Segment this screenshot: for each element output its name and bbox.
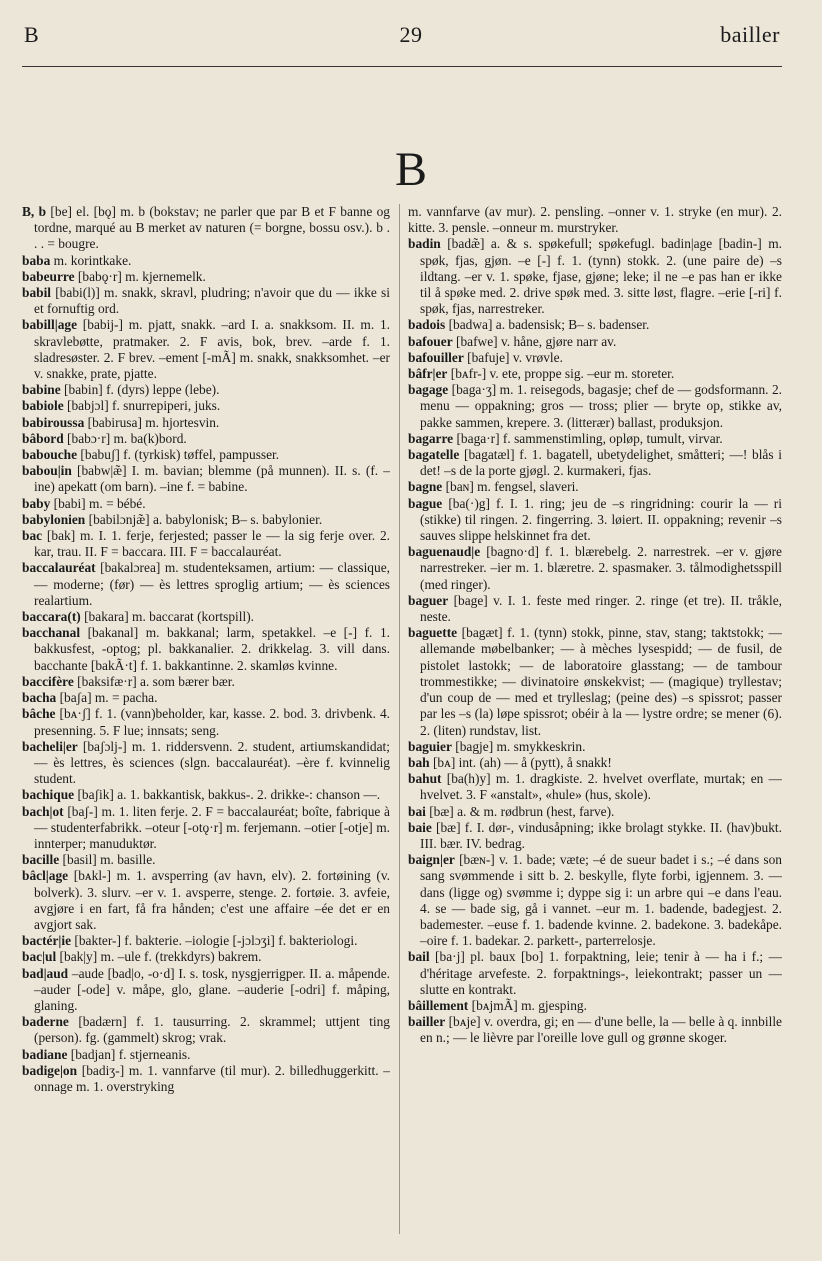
dictionary-entry [22,1047,390,1063]
dictionary-entry [408,382,782,431]
dictionary-entry [408,204,782,236]
entry-definition: [bakara] m. baccarat (kortspill). [80,609,254,625]
dictionary-entry [408,496,782,545]
entry-definition: [babij-] m. pjatt, snakk. –ard I. a. snakksom. II. m. 1. skravlebøtte, pratmaker. 2. F avis, bok, brev. –arde f. 1. sladresøster. 2. F brev. –ement [-mÃ] m. snakk, snakksomhet. –er v. snakke, prate, pjatte. [34,317,390,382]
entry-headword: bâfr|er [408,366,448,382]
dictionary-entry [22,398,390,414]
dictionary-entry [22,609,390,625]
entry-headword: bagatelle [408,447,460,463]
entry-definition: [bæɴ-] v. 1. bade; væte; –é de sueur badet i s.; –é dans son sang svømmende i sitt b. 2. beskylle, flyte forbi, igjennem. 3. — dans (ligge og) svømme i; dyppe sig i: un arbre qui –e dans l'eau. 4. se — bade sig, gå i vannet. –eur m. 1. badende, badegjest. 2. bademester. –euse f. 1. badende kvinne. 2. badekone. 3. badekåpe. –oire f. 1. badekar. 2. parkett-, parterrelosje. [420,852,782,949]
entry-definition: [babin] f. (dyrs) leppe (lebe). [60,382,220,398]
entry-headword: babiroussa [22,414,85,430]
dictionary-entry [22,285,390,317]
entry-definition: [babuʃ] f. (tyrkisk) tøffel, pampusser. [77,447,280,463]
entry-headword: bacha [22,690,57,706]
dictionary-entry [22,253,390,269]
entry-definition: [be] el. [bǫ] m. b (bokstav; ne parler que par B et F banne og tordne, marqué au B merket av naturen (= borgne, bossu osv.). b . . . = bougre. [34,204,390,252]
entry-definition: [bagno·d] f. 1. blærebelg. 2. narrestrek. –er v. gjøre narrestreker. –ier m. 1. blæretre. 2. spasmaker. 3. tålmodighetsspill (med ringer). [420,544,782,592]
entry-headword: baie [408,819,432,835]
entry-headword: badin [408,236,441,252]
dictionary-entry [408,593,782,625]
entry-headword: bagage [408,382,449,398]
entry-definition: [bak|y] m. –ule f. (trekkdyrs) bakrem. [56,949,262,965]
entry-definition: [bæ] f. I. dør-, vindusåpning; ikke brolagt stykke. II. (hav)bukt. III. bær. IV. bedrag. [420,819,782,851]
entry-headword: bach|ot [22,803,64,819]
entry-headword: badiane [22,1046,68,1062]
entry-definition: [basil] m. basille. [59,852,156,868]
entry-definition: [bagæt] f. 1. (tynn) stokk, pinne, stav, stang; taktstokk; — allemande møbelbanker; — à mèches lysespidd; — de fusil, de pistolet lastokk; — de laboratoire glasstang; — de tambour trommestikke; — divinatoire ønskekvist; — (magique) tryllestav; d'un coup de — med et trylleslag; (peine des) –s spissrot; passer par les –s (la) løpe spissrot; obéir à la — lystre ordre; se mener (6). 2. (liten) rundstav, list. [420,625,782,738]
entry-definition: [ba(·)g] f. I. 1. ring; jeu de –s ringridning: courir la — ri (stikke) til ringen. 2. fingerring. 3. løiert. II. oppakning; revenir –s sauves slippe helskinnet fra det. [420,495,782,544]
entry-definition: [bæ] a. & m. rødbrun (hest, farve). [425,803,615,819]
entry-headword: bagne [408,479,443,495]
entry-definition: [badwa] a. badensisk; B– s. badenser. [445,317,650,333]
entry-headword: bâbord [22,430,64,446]
entry-definition: [bakter-] f. bakterie. –iologie [-jɔlɔʒi] f. bakteriologi. [71,933,358,949]
entry-headword: baguier [408,738,452,754]
dictionary-entry [22,674,390,690]
entry-definition: [baɴ] m. fengsel, slaveri. [442,479,579,495]
entry-definition: [baʃik] a. 1. bakkantisk, bakkus-. 2. drikke-: chanson —. [74,787,381,803]
dictionary-entry [408,852,782,949]
entry-definition: m. korintkake. [50,252,132,268]
entry-headword: babiole [22,398,64,414]
dictionary-entry [22,852,390,868]
entry-headword: babouche [22,447,78,463]
entry-definition: [bagje] m. smykkeskrin. [451,738,586,754]
dictionary-entry [408,739,782,755]
dictionary-entry [408,236,782,317]
dictionary-entry [22,415,390,431]
dictionary-entry [22,496,390,512]
entry-headword: bailler [408,1014,446,1030]
dictionary-entry [22,269,390,285]
entry-definition: [bak] m. I. 1. ferje, ferjested; passer le — la sig ferje over. 2. kar, trau. II. F = baccara. III. F = baccalauréat. [34,528,390,560]
entry-definition: [bakanal] m. bakkanal; larm, spetakkel. –e [-] f. 1. bakkusfest, -optog; pl. bakkanalier. 2. drikkelag. 3. vill dans. bacchante [bakÃ·t] f. 1. bakkantinne. 2. skamløs kvinne. [34,625,390,673]
entry-headword: babil [22,285,52,301]
entry-headword: bad|aud [22,965,69,981]
dictionary-entry [22,431,390,447]
dictionary-entry [408,479,782,495]
entry-definition: [baksifæ·r] a. som bærer bær. [73,673,235,689]
entry-headword: baccalauréat [22,560,96,576]
dictionary-entry [22,966,390,1015]
entry-headword: babeurre [22,268,75,284]
dictionary-entry [408,350,782,366]
entry-definition: [bᴀjmÃ] m. gjesping. [468,997,587,1013]
entry-definition: [babɔ·r] m. ba(k)bord. [63,430,187,446]
entry-headword: bai [408,803,426,819]
dictionary-entry [22,1014,390,1046]
dictionary-entry [22,868,390,933]
entry-definition: [baʃa] m. = pacha. [56,690,158,706]
page-number: 29 [399,22,423,47]
entry-headword: bac|ul [22,949,57,965]
header-guide-word: bailler [720,22,780,47]
entry-headword: bâche [22,706,56,722]
dictionary-entry [408,366,782,382]
entry-definition: [bagatæl] f. 1. bagatell, ubetydelighet, småtteri; —! blås i det! –s de la porte gjøgl. 2. kurmakeri, fjas. [420,447,782,479]
dictionary-entry [22,1063,390,1095]
entry-headword: bail [408,949,430,965]
entry-headword: baguette [408,625,458,641]
entry-headword: badigе|on [22,1062,78,1078]
entry-headword: bafouer [408,333,453,349]
entry-definition: [babi(l)] m. snakk, skravl, pludring; n'avoir que du — ikke si et fornuftig ord. [34,285,390,317]
entry-headword: bahut [408,771,442,787]
dictionary-entry [22,463,390,495]
entry-definition: [badiʒ-] m. 1. vannfarve (til mur). 2. billedhuggerkitt. –onnage m. 1. overstryking [34,1062,390,1094]
entry-definition: [bage] v. I. 1. feste med ringer. 2. ringe (et tre). II. tråkle, neste. [420,592,782,625]
entry-definition: [baga·ʒ] m. 1. reisegods, bagasje; chef de — godsformann. 2. menu — oppakning; gros — tross; plier — bryte op, stikke av, pakke sammen, krepere. 3. (litterær) ballast, produksjon. [420,382,782,430]
entry-headword: B, b [22,204,47,219]
dictionary-entry [408,771,782,803]
dictionary-entry [408,755,782,771]
entry-definition: –aude [bad|o, -o·d] I. s. tosk, nysgjerrigper. II. a. måpende. –auder [-ode] v. måpe, glo, glane. –auderie [-odri] f. måping, glaning. [34,965,390,1013]
dictionary-entry [22,528,390,560]
left-column [22,204,390,1254]
entry-definition: [bᴀ·ʃ] f. 1. (vann)beholder, kar, kasse. 2. bod. 3. drivbenk. 4. presenning. 5. F lue; innsats; seng. [34,706,390,738]
entry-definition: [bafuje] v. vrøvle. [463,349,563,365]
dictionary-entry [22,933,390,949]
entry-headword: badois [408,317,446,333]
entry-definition: [bᴀkl-] m. 1. avsperring (av havn, elv). 2. fortøining (v. bolverk). 3. slurv. –er v. 1. avsperre, stenge. 2. fortøie. 3. avfeie, avgjøre i en fart, få fra hånden; c'est une affaire –ée det er en avgjort sak. [34,868,390,932]
entry-headword: babine [22,382,61,398]
entry-headword: bacchanal [22,625,81,641]
dictionary-entry [22,690,390,706]
entry-headword: bac [22,528,43,544]
dictionary-entry [22,560,390,609]
dictionary-entry [408,804,782,820]
dictionary-entry [22,706,390,738]
entry-definition: [baga·r] f. sammenstimling, opløp, tumult, virvar. [453,430,723,446]
entry-definition: [babjɔl] f. snurrepiperi, juks. [63,398,221,414]
entry-definition: [ba(h)y] m. 1. dragkiste. 2. hvelvet overflate, murtak; en — hvelvet. 3. F «anstalt», «hule» (hus, skole). [420,771,782,803]
dictionary-entry [22,512,390,528]
entry-definition: [baʃɔlj-] m. 1. riddersvenn. 2. student, artiumskandidat; — ès lettres, ès sciences (slgn. baccalauréat). –ère f. kvinnelig student. [34,738,390,787]
dictionary-entry [408,317,782,333]
header-section-letter: B [24,22,40,47]
dictionary-entry [408,625,782,738]
entry-headword: baign|er [408,852,455,868]
entry-definition: [babilɔnjæ̃] a. babylonisk; B– s. babylonier. [85,511,323,527]
entry-definition: [bᴀje] v. overdra, gi; en — d'une belle, la — belle à q. innbille en n.; — le lièvre par l'oreille love gull og grønne skoger. [420,1014,782,1046]
entry-headword: baccara(t) [22,609,81,625]
entry-headword: bacheli|er [22,738,78,754]
dictionary-entry [22,625,390,674]
entry-headword: bactér|ie [22,933,72,949]
entry-definition: [badjan] f. stjerneanis. [67,1046,191,1062]
dictionary-entry [408,334,782,350]
dictionary-entry [408,998,782,1014]
entry-headword: bâillement [408,997,469,1013]
entry-headword: bagarre [408,430,454,446]
dictionary-entry [408,544,782,593]
entry-headword: babill|age [22,317,78,333]
dictionary-entry [408,431,782,447]
entry-definition: [baʃ-] m. 1. liten ferje. 2. F = baccalauréat; boîte, fabrique à — studenterfabrikk. –oteur [-otǫ·r] m. ferjemann. –otier [-otje] m. innterper; manuduktør. [34,803,390,851]
entry-headword: bague [408,495,443,511]
dictionary-entry [22,739,390,788]
dictionary-entry [22,447,390,463]
entry-headword: babou|in [22,463,72,479]
entry-definition: [bᴀ] int. (ah) — å (pytt), å snakk! [429,754,612,770]
dictionary-entry [22,804,390,853]
entry-definition: [bafwe] v. håne, gjøre narr av. [452,333,617,349]
entry-headword: baccifère [22,673,74,689]
header-rule [22,66,782,67]
dictionary-entry [408,949,782,998]
entry-headword: bachique [22,787,75,803]
entry-headword: baguer [408,592,449,608]
entry-headword: bafouiller [408,349,464,365]
entry-definition: [babw|æ̃] I. m. bavian; blemme (på munnen). II. s. (f. –ine) apekatt (om barn). –ine f. = babine. [34,463,390,495]
entry-definition: [babi] m. = bébé. [50,495,146,511]
dictionary-entry [408,820,782,852]
entry-definition: [bakalɔrea] m. studenteksamen, artium: — classique, — moderne; (før) — ès lettres sproglig artium; — ès sciences realartium. [34,560,390,608]
dictionary-entry [22,382,390,398]
right-column [408,204,782,1254]
entry-definition: [badærn] f. 1. tausurring. 2. skrammel; uttjent ting (person). fg. (gammelt) skrog; vrak. [34,1014,390,1046]
entry-headword: babylonien [22,511,86,527]
entry-definition: [badæ̃] a. & s. spøkefull; spøkefugl. badin|age [badin-] m. spøk, fjas, gjøn. –e [-] f. 1. (tynn) stokk. 2. (une paire de) –s ildtang. –er v. 1. spøke, fjase, gjøne; leke; il ne –e pas han er ikke til å spøke med. 2. drive spøk med. 3. sitte løst, flagre. –erie [-ri] f. spøk, fjas, narrestreker. [420,236,782,317]
entry-headword: bah [408,754,430,770]
column-divider [399,204,400,1234]
section-heading-letter: B [394,143,427,196]
entry-definition: [ba·j] pl. baux [bo] 1. forpaktning, leie; tenir à — ha i f.; — d'héritage arvefeste. 2. forpaktnings-, leiekontrakt; passer un — slutte en kontrakt. [420,949,782,997]
dictionary-entry [408,1014,782,1046]
dictionary-entry [22,317,390,382]
dictionary-entry [22,204,390,253]
dictionary-entry [408,447,782,479]
entry-definition: [babirusa] m. hjortesvin. [84,414,220,430]
entry-definition: [babǫ·r] m. kjernemelk. [74,268,206,284]
entry-headword: baby [22,495,51,511]
entry-headword: bâcl|age [22,868,69,884]
dictionary-entry [22,949,390,965]
entry-headword: baguenaud|e [408,544,481,560]
entry-headword: baderne [22,1014,69,1030]
entry-definition: m. vannfarve (av mur). 2. pensling. –onner v. 1. stryke (en mur). 2. kitte. 3. pensle. –onneur m. murstryker. [408,204,782,236]
entry-headword: bacille [22,852,60,868]
entry-headword: baba [22,252,51,268]
dictionary-entry [22,787,390,803]
entry-definition: [bᴀfr-] v. ete, proppe sig. –eur m. storeter. [447,366,675,382]
